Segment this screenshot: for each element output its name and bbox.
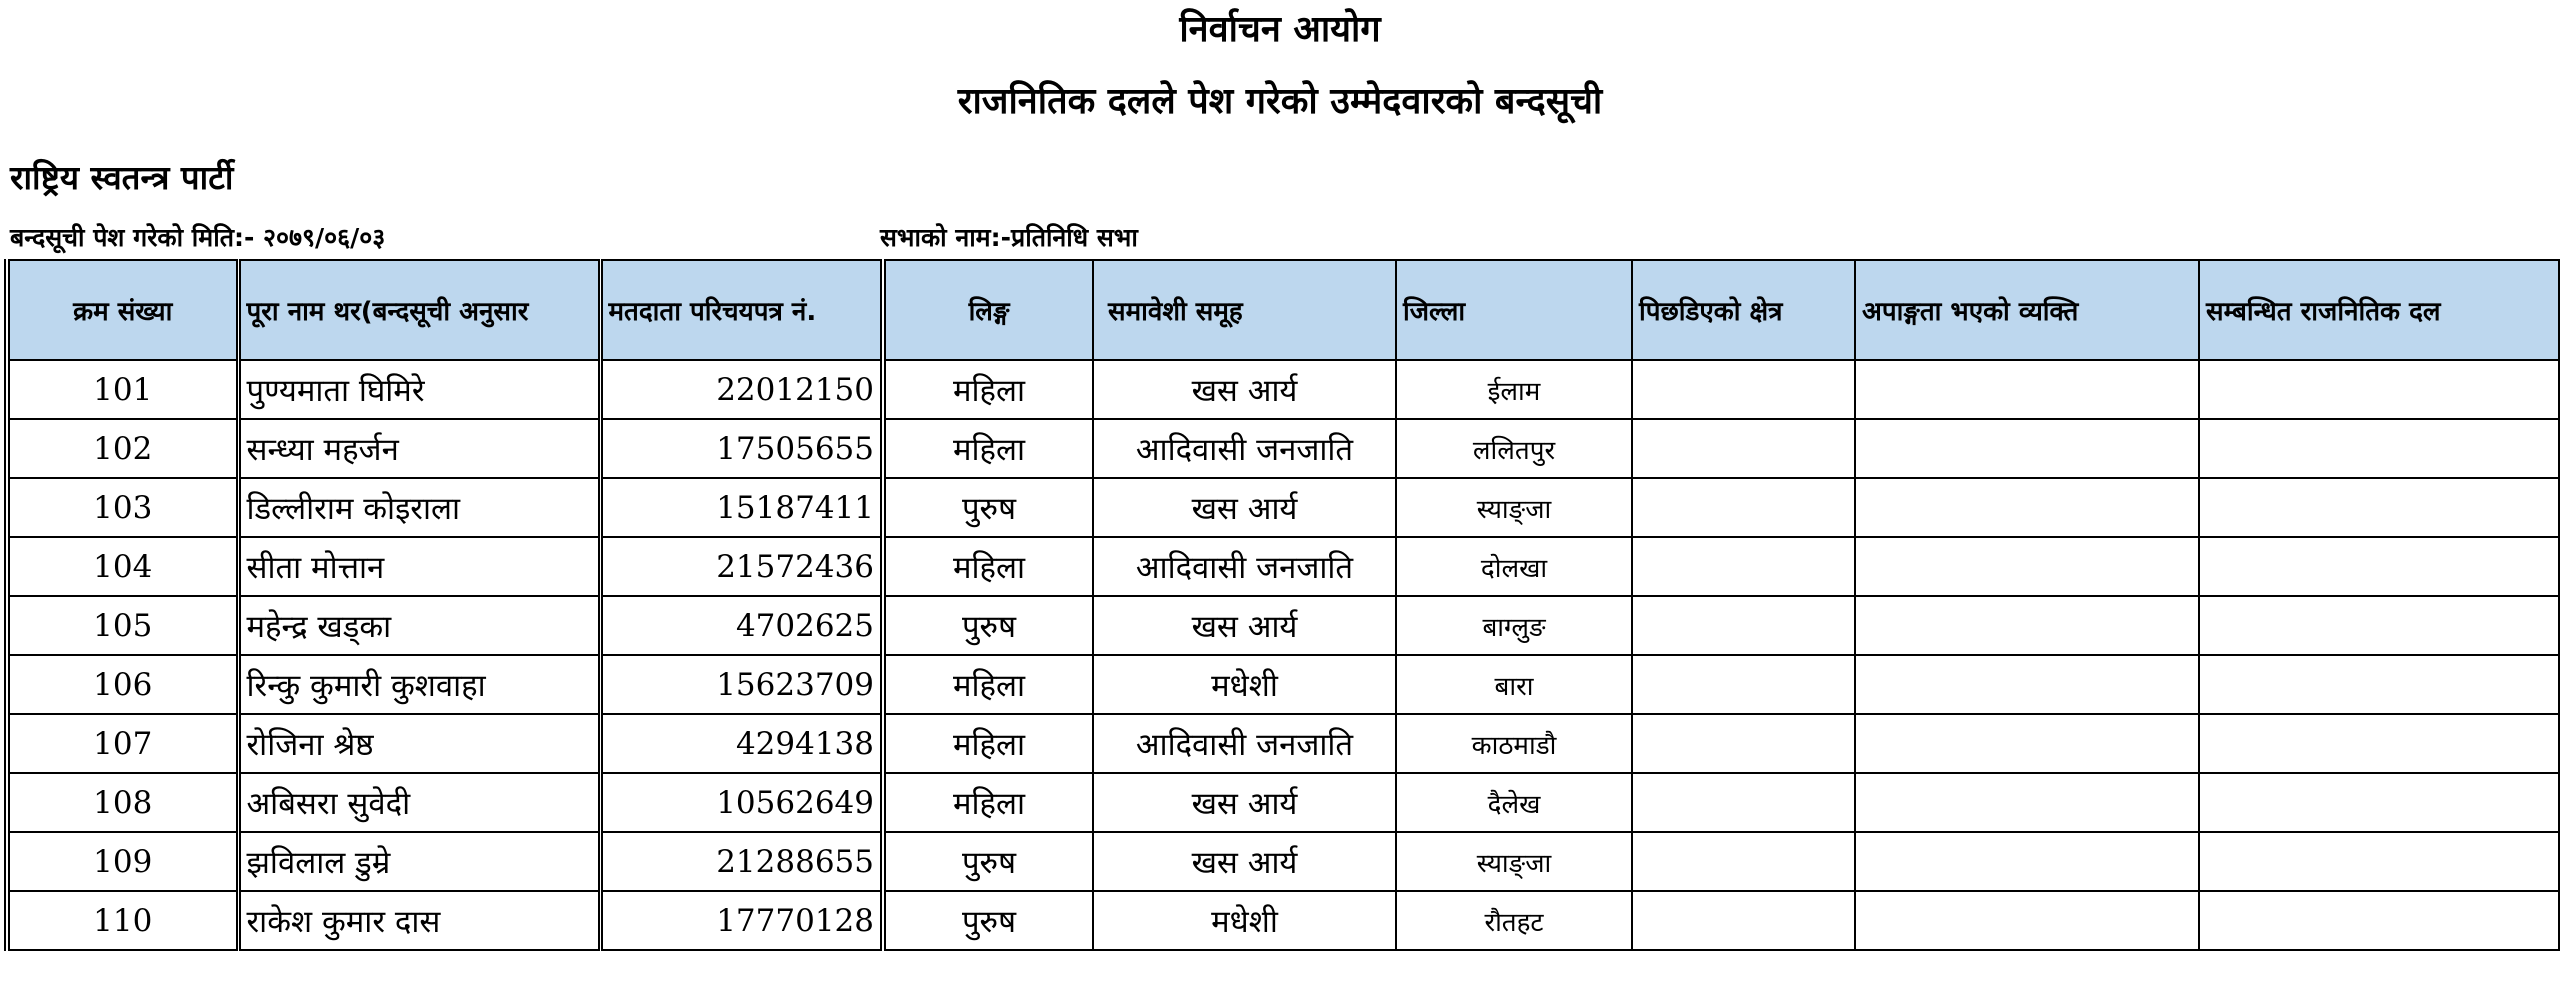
cell-gender: पुरुष [883, 596, 1093, 655]
cell-gender: महिला [883, 773, 1093, 832]
cell-related-party [2199, 478, 2559, 537]
cell-disability [1855, 478, 2199, 537]
cell-gender: महिला [883, 655, 1093, 714]
cell-inclusive-group: खस आर्य [1093, 360, 1396, 419]
cell-disability [1855, 714, 2199, 773]
cell-voter-id: 22012150 [600, 360, 883, 419]
cell-voter-id: 21288655 [600, 832, 883, 891]
cell-backward-area [1632, 714, 1855, 773]
cell-voter-id: 15187411 [600, 478, 883, 537]
cell-full-name: सन्ध्या महर्जन [238, 419, 600, 478]
cell-serial: 103 [7, 478, 238, 537]
table-row [7, 537, 2559, 596]
cell-district: स्याङ्जा [1396, 832, 1632, 891]
cell-related-party [2199, 891, 2559, 950]
cell-related-party [2199, 832, 2559, 891]
cell-inclusive-group: आदिवासी जनजाति [1093, 714, 1396, 773]
header-disability: अपाङ्गता भएको व्यक्ति [1855, 260, 2199, 360]
cell-related-party [2199, 655, 2559, 714]
cell-backward-area [1632, 419, 1855, 478]
header-district: जिल्ला [1396, 260, 1632, 360]
table-row [7, 360, 2559, 419]
cell-serial: 108 [7, 773, 238, 832]
document-subtitle: राजनितिक दलले पेश गरेको उम्मेदवारको बन्दसूची [957, 81, 1603, 122]
table-row [7, 832, 2559, 891]
cell-gender: महिला [883, 537, 1093, 596]
cell-backward-area [1632, 596, 1855, 655]
table-row [7, 419, 2559, 478]
cell-backward-area [1632, 832, 1855, 891]
cell-disability [1855, 596, 2199, 655]
table-row [7, 596, 2559, 655]
cell-gender: पुरुष [883, 891, 1093, 950]
cell-disability [1855, 360, 2199, 419]
cell-inclusive-group: खस आर्य [1093, 773, 1396, 832]
party-name: राष्ट्रिय स्वतन्त्र पार्टी [10, 158, 234, 197]
cell-backward-area [1632, 478, 1855, 537]
cell-inclusive-group: खस आर्य [1093, 478, 1396, 537]
cell-inclusive-group: मधेशी [1093, 891, 1396, 950]
cell-district: ईलाम [1396, 360, 1632, 419]
header-full-name: पूरा नाम थर(बन्दसूची अनुसार [238, 260, 600, 360]
cell-inclusive-group: खस आर्य [1093, 596, 1396, 655]
cell-serial: 101 [7, 360, 238, 419]
cell-district: काठमाडौ [1396, 714, 1632, 773]
cell-backward-area [1632, 891, 1855, 950]
cell-full-name: रोजिना श्रेष्ठ [238, 714, 600, 773]
cell-inclusive-group: मधेशी [1093, 655, 1396, 714]
cell-related-party [2199, 596, 2559, 655]
cell-gender: महिला [883, 714, 1093, 773]
table-header-row [7, 260, 2559, 360]
header-serial: क्रम संख्या [7, 260, 238, 360]
cell-district: दोलखा [1396, 537, 1632, 596]
cell-related-party [2199, 773, 2559, 832]
cell-backward-area [1632, 655, 1855, 714]
cell-backward-area [1632, 360, 1855, 419]
submitted-date: बन्दसूची पेश गरेको मिति:- २०७९/०६/०३ [10, 223, 386, 252]
table-row [7, 478, 2559, 537]
cell-gender: पुरुष [883, 478, 1093, 537]
cell-serial: 102 [7, 419, 238, 478]
cell-district: दैलेख [1396, 773, 1632, 832]
cell-full-name: झविलाल डुम्रे [238, 832, 600, 891]
cell-gender: पुरुष [883, 832, 1093, 891]
cell-district: ललितपुर [1396, 419, 1632, 478]
cell-related-party [2199, 714, 2559, 773]
house-name: सभाको नाम:-प्रतिनिधि सभा [880, 223, 1138, 252]
cell-district: स्याङ्जा [1396, 478, 1632, 537]
header-gender: लिङ्ग [883, 260, 1093, 360]
cell-disability [1855, 419, 2199, 478]
cell-inclusive-group: खस आर्य [1093, 832, 1396, 891]
cell-voter-id: 10562649 [600, 773, 883, 832]
cell-disability [1855, 832, 2199, 891]
cell-serial: 106 [7, 655, 238, 714]
cell-serial: 105 [7, 596, 238, 655]
cell-full-name: महेन्द्र खड्का [238, 596, 600, 655]
cell-related-party [2199, 419, 2559, 478]
cell-full-name: अबिसरा सुवेदी [238, 773, 600, 832]
header-backward-area: पिछडिएको क्षेत्र [1632, 260, 1855, 360]
header-related-party: सम्बन्धित राजनितिक दल [2199, 260, 2559, 360]
cell-backward-area [1632, 537, 1855, 596]
cell-serial: 107 [7, 714, 238, 773]
cell-full-name: सीता मोत्तान [238, 537, 600, 596]
cell-full-name: राकेश कुमार दास [238, 891, 600, 950]
header-voter-id: मतदाता परिचयपत्र नं. [600, 260, 883, 360]
cell-voter-id: 15623709 [600, 655, 883, 714]
cell-district: बारा [1396, 655, 1632, 714]
header-inclusive-group: समावेशी समूह [1093, 260, 1396, 360]
cell-related-party [2199, 537, 2559, 596]
cell-voter-id: 17505655 [600, 419, 883, 478]
candidate-table [4, 259, 2560, 951]
cell-serial: 109 [7, 832, 238, 891]
cell-full-name: डिल्लीराम कोइराला [238, 478, 600, 537]
cell-disability [1855, 537, 2199, 596]
table-row [7, 891, 2559, 950]
cell-related-party [2199, 360, 2559, 419]
cell-district: रौतहट [1396, 891, 1632, 950]
table-row [7, 655, 2559, 714]
cell-gender: महिला [883, 360, 1093, 419]
table-row [7, 773, 2559, 832]
cell-gender: महिला [883, 419, 1093, 478]
cell-disability [1855, 655, 2199, 714]
table-row [7, 714, 2559, 773]
cell-inclusive-group: आदिवासी जनजाति [1093, 537, 1396, 596]
cell-full-name: पुण्यमाता घिमिरे [238, 360, 600, 419]
cell-disability [1855, 891, 2199, 950]
cell-serial: 104 [7, 537, 238, 596]
cell-district: बाग्लुङ [1396, 596, 1632, 655]
cell-backward-area [1632, 773, 1855, 832]
cell-inclusive-group: आदिवासी जनजाति [1093, 419, 1396, 478]
cell-voter-id: 21572436 [600, 537, 883, 596]
cell-serial: 110 [7, 891, 238, 950]
document-title: निर्वाचन आयोग [1179, 9, 1381, 50]
cell-voter-id: 17770128 [600, 891, 883, 950]
cell-voter-id: 4294138 [600, 714, 883, 773]
cell-voter-id: 4702625 [600, 596, 883, 655]
cell-disability [1855, 773, 2199, 832]
cell-full-name: रिन्कु कुमारी कुशवाहा [238, 655, 600, 714]
